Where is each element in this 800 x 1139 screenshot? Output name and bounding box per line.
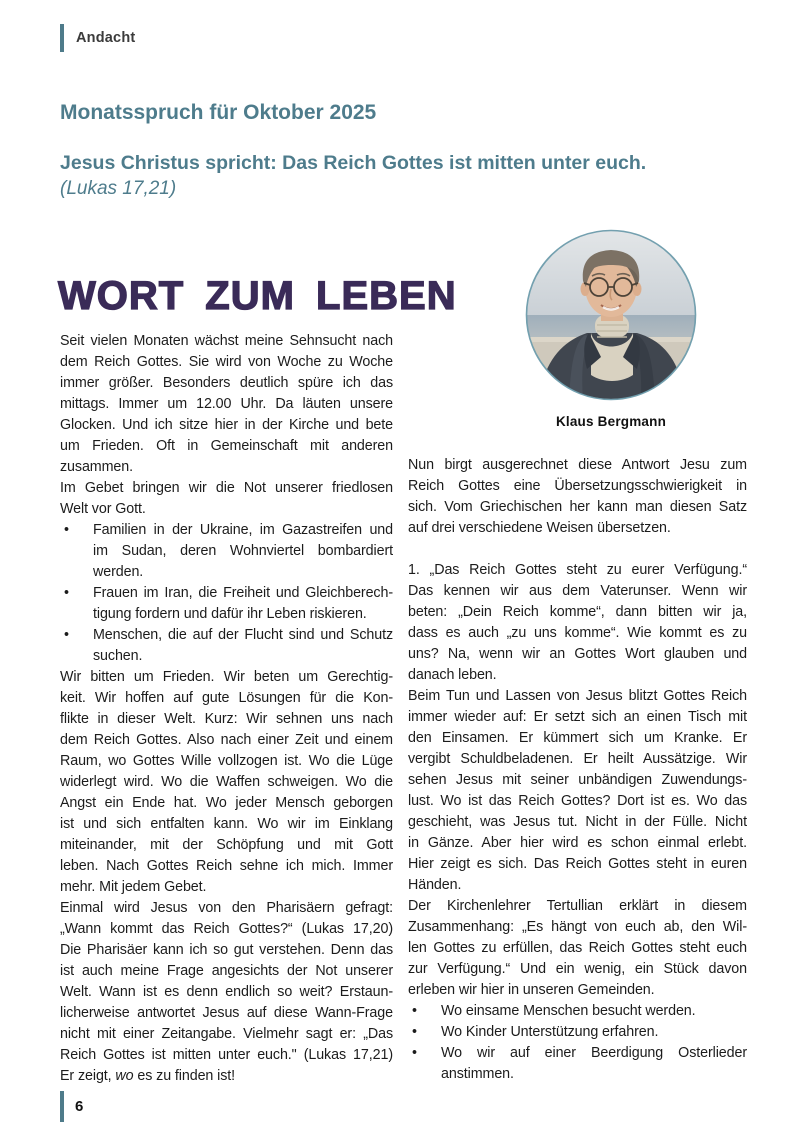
text-line: Frauen im Iran, die Freiheit und Gleichberech- <box>93 585 393 601</box>
text-line: Seit vielen Monaten wächst meine Sehnsucht nach <box>60 333 393 349</box>
text-line: zusammen. <box>60 459 133 475</box>
bullet-item <box>408 1043 747 1085</box>
bullet-text <box>93 625 393 667</box>
bullet-icon: • <box>64 522 70 538</box>
text-line: Familien in der Ukraine, im Gazastreifen und <box>93 522 393 538</box>
text-line: miteinander, mit der Schöpfung und mit Gott <box>60 837 393 853</box>
text-line: auf drei verschiedene Weisen übersetzen. <box>408 520 671 536</box>
bullet-icon: • <box>64 585 70 601</box>
text-line: dem Reich Gottes. Sie wird von Woche zu Woche <box>60 354 393 370</box>
text-line: Im Gebet bringen wir die Not unserer friedlosen <box>60 480 393 496</box>
text-line: in Gänze. Aber hier wird es schon einmal erlebt. <box>408 835 747 851</box>
bullet-item <box>408 1001 747 1022</box>
text-line: 1. „Das Reich Gottes steht zu eurer Verfügung.“ <box>408 562 747 578</box>
paragraph <box>60 331 393 478</box>
accent-bar <box>60 1091 64 1122</box>
text-line: licherweise antwortet Jesus auf diese Wann-Frage <box>60 1005 393 1021</box>
month-verse-block <box>60 101 760 200</box>
text-line: len Gottes zu erfüllen, das Reich Gottes steht euch <box>408 940 747 956</box>
bullet-icon: • <box>412 1024 418 1040</box>
bullet-icon: • <box>412 1045 418 1061</box>
text-line: Reich Gottes eine Übersetzungsschwierigkeit in <box>408 478 747 494</box>
author-name: Klaus Bergmann <box>555 414 667 429</box>
text-line: erleben wir hier in unseren Gemeinden. <box>408 982 655 998</box>
author-portrait-photo <box>525 229 697 401</box>
text-line: Menschen, die auf der Flucht sind und Schutz <box>93 627 393 643</box>
month-verse-title: Monatsspruch für Oktober 2025 <box>60 101 377 124</box>
bullet-item <box>408 1022 747 1043</box>
section-label: Andacht <box>76 30 136 46</box>
paragraph <box>408 560 747 686</box>
text-line: Reich Gottes ist mitten unter euch." (Lukas 17,21) <box>60 1047 393 1063</box>
text-line: werden. <box>93 564 144 580</box>
text-line: Beim Tun und Lassen von Jesus blitzt Gottes Reich <box>408 688 747 704</box>
text-line: Die Pharisäer kann ich so gut verstehen. Denn das <box>60 942 393 958</box>
author-photo-block <box>523 229 699 429</box>
text-line: Angst ein Ende hat. Wo jeder Mensch geborgen <box>60 795 393 811</box>
text-segment: Er zeigt, <box>60 1068 116 1084</box>
text-line: dass es auch „zu uns komme“. Wie kommt es zu <box>408 625 747 641</box>
text-line: flikte in dieser Welt. Kurz: Wir sehnen uns nach <box>60 711 393 727</box>
text-line: widerlegt wird. Wo die Waffen schweigen. Wo die <box>60 774 393 790</box>
paragraph <box>408 686 747 896</box>
page-footer <box>60 1091 83 1122</box>
text-line: im Sudan, deren Wohnviertel bombardiert <box>93 543 393 559</box>
text-line: Wo Kinder Unterstützung erfahren. <box>441 1024 659 1040</box>
text-line: suchen. <box>93 648 143 664</box>
paragraph <box>408 896 747 1001</box>
text-line: keit. Wir hoffen auf gute Lösungen für die Kon- <box>60 690 393 706</box>
text-line: Zusammenhang: „Es hängt von euch ab, den Wil- <box>408 919 747 935</box>
text-line: Das kennen wir aus dem Vaterunser. Wenn wir <box>408 583 747 599</box>
text-line: Händen. <box>408 877 462 893</box>
text-line: uns? Na, wenn wir an Gottes Wort glauben und <box>408 646 747 662</box>
text-line: beten: „Dein Reich komme“, dann bitten wir ja, <box>408 604 747 620</box>
text-line: „Wann kommt das Reich Gottes?“ (Lukas 17,20) <box>60 921 393 937</box>
text-line: immer größer. Besonders deutlich spüre ich das <box>60 375 393 391</box>
paragraph <box>60 898 393 1087</box>
text-line: ist und sich entfalten kann. Wo wir im Einklang <box>60 816 393 832</box>
text-line: dem Reich Gottes. Also nach einer Zeit und einem <box>60 732 393 748</box>
section-tag <box>60 24 135 52</box>
text-line: tigung fordern und dafür ihr Leben riskieren. <box>93 606 367 622</box>
text-line: Raum, wo Gottes Wille vollzogen ist. Wo die Lüge <box>60 753 393 769</box>
bullet-text <box>93 520 393 583</box>
page-number: 6 <box>75 1098 84 1115</box>
text-line: Hier zeigt es sich. Das Reich Gottes steht in euren <box>408 856 747 872</box>
month-verse-text: Jesus Christus spricht: Das Reich Gottes ist mitten unter euch. <box>60 152 647 174</box>
bullet-text <box>441 1022 747 1043</box>
text-line <box>60 1066 393 1087</box>
text-line: lust. Wo ist das Reich Gottes? Dort ist es. Wo das <box>408 793 747 809</box>
text-line: anstimmen. <box>441 1066 514 1082</box>
text-line: Wo einsame Menschen besucht werden. <box>441 1003 696 1019</box>
paragraph <box>60 667 393 898</box>
text-line: um Frieden. Oft in Gemeinschaft mit anderen <box>60 438 393 454</box>
text-line: Welt. Wann ist es denn endlich so weit? Erstaun- <box>60 984 393 1000</box>
text-line: Wo wir auf einer Beerdigung Osterlieder <box>441 1045 747 1061</box>
text-line: leben. Nach Gottes Reich sehne ich mich. Immer <box>60 858 393 874</box>
month-verse-reference: (Lukas 17,21) <box>60 178 177 199</box>
text-line: immer wieder auf: Er setzt sich an einen Tisch mit <box>408 709 747 725</box>
text-line: ist auch meine Frage angesichts der Not unserer <box>60 963 393 979</box>
text-line: Der Kirchenlehrer Tertullian erklärt in diesem <box>408 898 747 914</box>
text-line: sehen Jesus mit seiner unbändigen Zuwendungs- <box>408 772 747 788</box>
paragraph <box>408 455 747 539</box>
bullet-icon: • <box>412 1003 418 1019</box>
paragraph <box>60 478 393 520</box>
accent-bar <box>60 24 64 52</box>
text-line: Glocken. Und ich sitze hier in der Kirche und bete <box>60 417 393 433</box>
text-line: vergibt Schuldbeladenen. Er heilt Aussätzige. Wir <box>408 751 747 767</box>
text-line: danach leben. <box>408 667 497 683</box>
bullet-text <box>441 1043 747 1085</box>
text-line: Wir bitten um Frieden. Wir beten um Gerechtig- <box>60 669 393 685</box>
bullet-text <box>441 1001 747 1022</box>
bullet-icon: • <box>64 627 70 643</box>
bullet-item <box>60 520 393 583</box>
paragraph-gap <box>408 539 747 560</box>
text-line: zur Verfügung.“ Und ein wenig, ein Stück davon <box>408 961 747 977</box>
emphasized-word: wo <box>115 1068 134 1084</box>
text-line: den Einsamen. Er kümmert sich um Kranke. Er <box>408 730 747 746</box>
article-right-column <box>408 455 747 1085</box>
text-segment: es zu finden ist! <box>133 1068 236 1084</box>
article-title: WORT ZUM LEBEN <box>58 273 457 318</box>
article-left-column <box>60 331 393 1087</box>
text-line: sich. Vom Griechischen her kann man diesen Satz <box>408 499 747 515</box>
text-line: nicht mit einer Zeitangabe. Vielmehr sagt er: „Das <box>60 1026 393 1042</box>
text-line: Welt vor Gott. <box>60 501 146 517</box>
text-line: geschieht, was Jesus tut. Nicht in der Fülle. Nicht <box>408 814 747 830</box>
bullet-item <box>60 583 393 625</box>
text-line: Einmal wird Jesus von den Pharisäern gefragt: <box>60 900 393 916</box>
text-line: mehr. Mit jedem Gebet. <box>60 879 207 895</box>
bullet-item <box>60 625 393 667</box>
text-line: mittags. Immer um 12.00 Uhr. Da läuten unsere <box>60 396 393 412</box>
text-line: Nun birgt ausgerechnet diese Antwort Jesu zum <box>408 457 747 473</box>
bullet-text <box>93 583 393 625</box>
